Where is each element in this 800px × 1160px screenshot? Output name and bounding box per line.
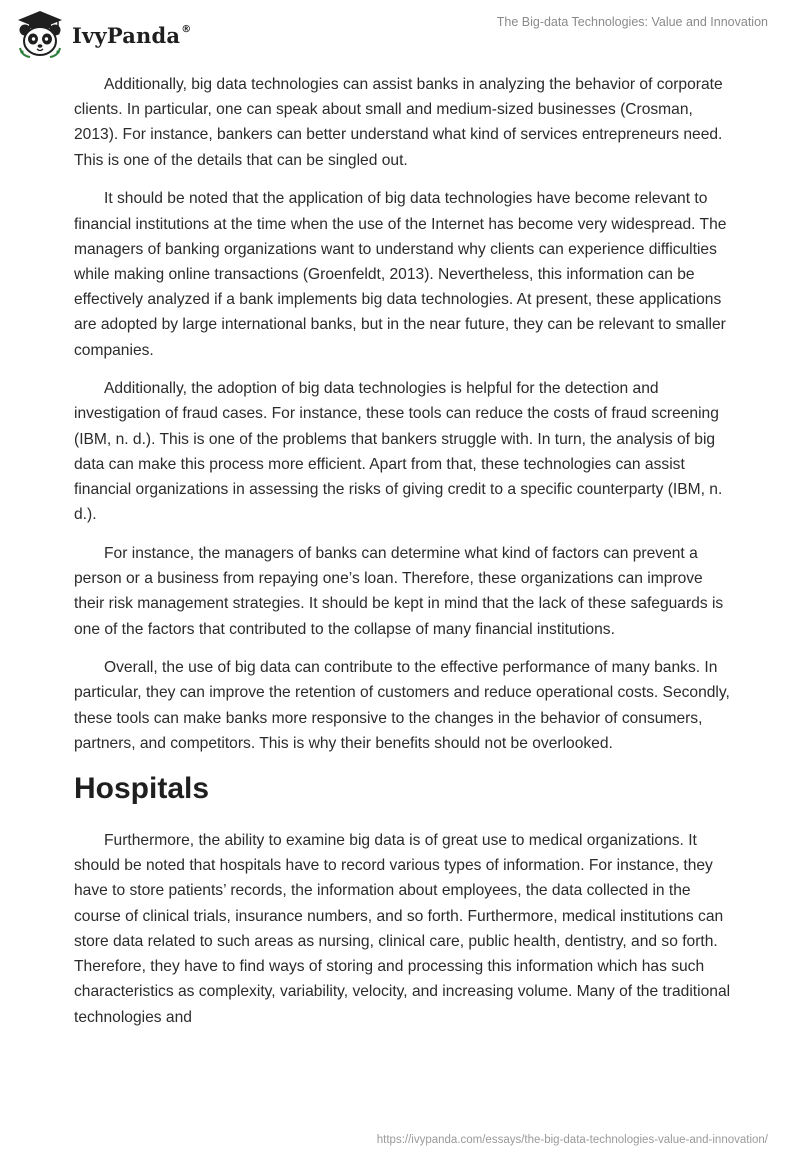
body-paragraph: For instance, the managers of banks can determine what kind of factors can prevent a person or a business from repaying one’s loan. Therefore, these organizations can improve their risk management strategies. It should be kept in mind that the lack of these safeguards is one of the factors that contributed to the collapse of many financial institutions.: [74, 544, 724, 638]
source-url[interactable]: https://ivypanda.com/essays/the-big-data-technologies-value-and-innovation/: [376, 1134, 768, 1146]
brand-logo[interactable]: [14, 8, 191, 60]
panda-graduate-icon: [14, 8, 66, 60]
section-heading-hospitals: Hospitals: [74, 772, 210, 806]
document-title: The Big-data Technologies: Value and Innovation: [496, 15, 768, 29]
page-header: [0, 0, 800, 70]
registered-mark: ®: [181, 23, 192, 35]
body-paragraph: Furthermore, the ability to examine big data is of great use to medical organizations. It should be noted that hospitals have to record various types of information. For instance, they have to store patients’ records, the information about employees, the data collected in the course of clinical trials, insurance numbers, and so forth. Furthermore, medical institutions can store data related to such areas as nursing, clinical care, public health, dentistry, and so forth. Therefore, they have to find ways of storing and processing this information which has such characteristics as complexity, variability, velocity, and increasing volume. Many of the traditional technologies and: [74, 832, 731, 1026]
body-paragraph: Overall, the use of big data can contribute to the effective performance of many banks. In particular, they can improve the retention of customers and reduce operational costs. Secondly, these tools can make banks more responsive to the changes in the behavior of consumers, partners, and competitors. This is why their benefits should not be overlooked.: [74, 659, 730, 752]
brand-name-text: IvyPanda: [72, 22, 181, 48]
brand-name: [72, 23, 191, 48]
body-paragraph: Additionally, big data technologies can assist banks in analyzing the behavior of corporate clients. In particular, one can speak about small and medium-sized businesses (Crosman, 2013). For instance, bankers can better understand what kind of services entrepreneurs need. This is one of the details that can be singled out.: [74, 76, 723, 169]
essay-body: [74, 72, 734, 1043]
body-paragraph: It should be noted that the application of big data technologies have become relevant to financial institutions at the time when the use of the Internet has become very widespread. The managers of banking organizations want to understand why clients can experience difficulties while making online transactions (Groenfeldt, 2013). Nevertheless, this information can be effectively analyzed if a bank implements big data technologies. At present, these applications are adopted by large international banks, but in the near future, they can be relevant to smaller companies.: [74, 190, 727, 359]
body-paragraph: Additionally, the adoption of big data technologies is helpful for the detection and investigation of fraud cases. For instance, these tools can reduce the costs of fraud screening (IBM, n. d.). This is one of the problems that bankers struggle with. In turn, the analysis of big data can make this process more efficient. Apart from that, these technologies can assist financial organizations in assessing the risks of giving credit to a specific counterparty (IBM, n. d.).: [74, 380, 723, 524]
